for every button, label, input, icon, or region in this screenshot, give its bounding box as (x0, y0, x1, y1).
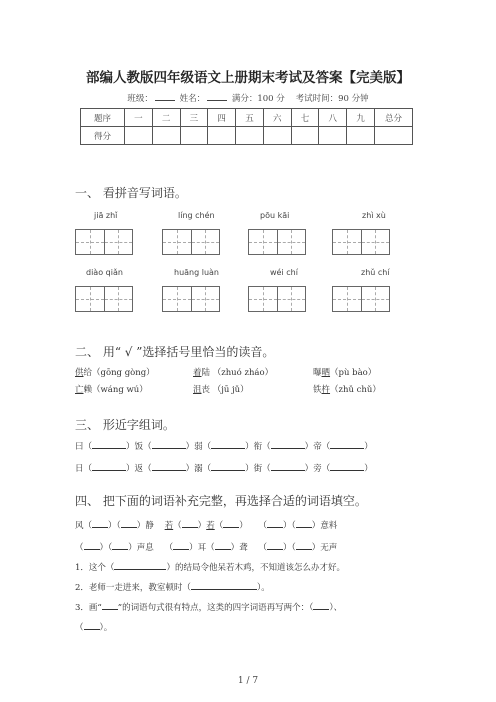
score-table (80, 108, 413, 145)
idiom-row: （ ）（ ）声息 （ ）耳（ ）聋 （ ）（ ）无声 (75, 540, 337, 553)
question-3-continued: （ ）。 (75, 620, 112, 633)
score-cell[interactable] (208, 127, 236, 145)
score-cell[interactable] (125, 127, 153, 145)
score-table-score-row (81, 127, 413, 145)
table-cell: 得分 (81, 127, 125, 145)
tianzi-grid[interactable] (248, 229, 306, 255)
tianzi-grid[interactable] (162, 229, 220, 255)
full-score: 满分：100 分 (231, 94, 285, 104)
underlined-char: 晒 (321, 368, 331, 378)
answer-blank[interactable] (92, 518, 108, 528)
score-cell[interactable] (180, 127, 208, 145)
class-label: 班级： (127, 94, 153, 104)
question-3: 3．画“ ”的词语句式很有特点，这类的四字词语再写两个：（ ）、 (75, 600, 342, 613)
answer-blank[interactable] (267, 518, 283, 528)
answer-blank[interactable] (92, 439, 126, 449)
table-cell: 三 (180, 109, 208, 127)
answer-blank[interactable] (92, 461, 126, 471)
answer-blank[interactable] (112, 540, 128, 550)
table-cell: 六 (263, 109, 291, 127)
answer-blank[interactable] (271, 439, 305, 449)
question-1: 1．这个（ ）的结局令他呆若木鸡，不知道该怎么办才好。 (75, 560, 345, 573)
table-cell: 一 (125, 109, 153, 127)
pinyin-label: pōu kāi (260, 211, 290, 220)
answer-blank[interactable] (182, 518, 198, 528)
word-group-row: 日（ ）返（ ）溺（ ）街（ ）旁（ ） (75, 461, 373, 474)
answer-blank[interactable] (102, 600, 118, 610)
section4-heading: 四、 把下面的词语补充完整，再选择合适的词语填空。 (75, 494, 367, 508)
tianzi-grid[interactable] (75, 286, 133, 312)
tianzi-grid[interactable] (332, 286, 390, 312)
answer-blank[interactable] (271, 461, 305, 471)
answer-blank[interactable] (173, 540, 189, 550)
table-cell: 九 (347, 109, 375, 127)
name-blank (207, 92, 227, 101)
answer-blank[interactable] (215, 540, 231, 550)
underlined-char: 杵 (321, 385, 331, 395)
exam-info (0, 92, 496, 104)
table-cell: 四 (208, 109, 236, 127)
tianzi-grid[interactable] (162, 286, 220, 312)
table-cell: 八 (319, 109, 347, 127)
pronunciation-item[interactable]: 亡赖（wáng wú） (75, 385, 148, 395)
question-2: 2．老师一走进来，教室顿时（ ）。 (75, 580, 270, 593)
pronunciation-item[interactable]: 供给（gōng gòng） (75, 368, 155, 378)
score-table-header-row (81, 109, 413, 127)
pinyin-label: huāng luàn (174, 268, 219, 277)
answer-blank[interactable] (267, 540, 283, 550)
answer-blank[interactable] (152, 439, 186, 449)
pinyin-label: wéi chí (270, 268, 298, 277)
underlined-char: 着 (193, 368, 202, 378)
page-number: 1 / 7 (237, 676, 259, 686)
answer-blank[interactable] (191, 580, 257, 590)
score-cell[interactable] (319, 127, 347, 145)
score-cell[interactable] (291, 127, 319, 145)
answer-blank[interactable] (121, 518, 137, 528)
table-cell: 总分 (375, 109, 413, 127)
name-label: 姓名： (179, 94, 206, 104)
section2-heading: 二、 用“ √ ”选择括号里恰当的读音。 (75, 345, 275, 359)
pronunciation-item[interactable]: 曝晒（pù bào） (313, 368, 377, 378)
answer-blank[interactable] (114, 560, 166, 570)
underlined-char: 沮 (193, 385, 202, 395)
score-cell[interactable] (347, 127, 375, 145)
underlined-char: 亡 (75, 385, 84, 395)
answer-blank[interactable] (84, 620, 100, 630)
tianzi-grid[interactable] (75, 229, 133, 255)
answer-blank[interactable] (211, 439, 245, 449)
section1-heading: 一、 看拼音写词语。 (75, 186, 187, 200)
score-cell[interactable] (375, 127, 413, 145)
pronunciation-item[interactable]: 沮丧 （jū jǔ） (193, 385, 249, 395)
answer-blank[interactable] (330, 439, 364, 449)
score-cell[interactable] (263, 127, 291, 145)
pronunciation-item[interactable]: 着陆 （zhuó zháo） (193, 368, 274, 378)
table-cell: 七 (291, 109, 319, 127)
answer-blank[interactable] (330, 461, 364, 471)
answer-blank[interactable] (152, 461, 186, 471)
idiom-row: 风（ ）（ ）静 若（ ）若（ ） （ ）（ ）意料 (75, 518, 337, 531)
pinyin-label: líng chén (178, 211, 215, 220)
underlined-char: 供 (75, 368, 84, 378)
pinyin-label: diào qiǎn (86, 268, 123, 277)
answer-blank[interactable] (296, 540, 312, 550)
score-cell[interactable] (236, 127, 264, 145)
pronunciation-item[interactable]: 铁杵（zhǔ chǔ） (313, 385, 381, 395)
pinyin-label: jiā zhǐ (94, 211, 118, 220)
answer-blank[interactable] (296, 518, 312, 528)
tianzi-grid[interactable] (248, 286, 306, 312)
word-group-row: 曰（ ）饭（ ）弱（ ）衔（ ）帝（ ） (75, 439, 373, 452)
answer-blank[interactable] (223, 518, 239, 528)
answer-blank[interactable] (313, 600, 329, 610)
table-cell: 二 (152, 109, 180, 127)
table-cell: 题序 (81, 109, 125, 127)
pinyin-label: zhì xù (362, 211, 386, 220)
pinyin-label: zhǔ chí (361, 268, 390, 277)
class-blank (155, 92, 175, 101)
answer-blank[interactable] (84, 540, 100, 550)
section3-heading: 三、 形近字组词。 (75, 418, 175, 432)
page-title: 部编人教版四年级语文上册期末考试及答案【完美版】 (86, 70, 410, 86)
tianzi-grid[interactable] (332, 229, 390, 255)
exam-time: 考试时间：90 分钟 (295, 94, 369, 104)
table-cell: 五 (236, 109, 264, 127)
answer-blank[interactable] (211, 461, 245, 471)
score-cell[interactable] (152, 127, 180, 145)
